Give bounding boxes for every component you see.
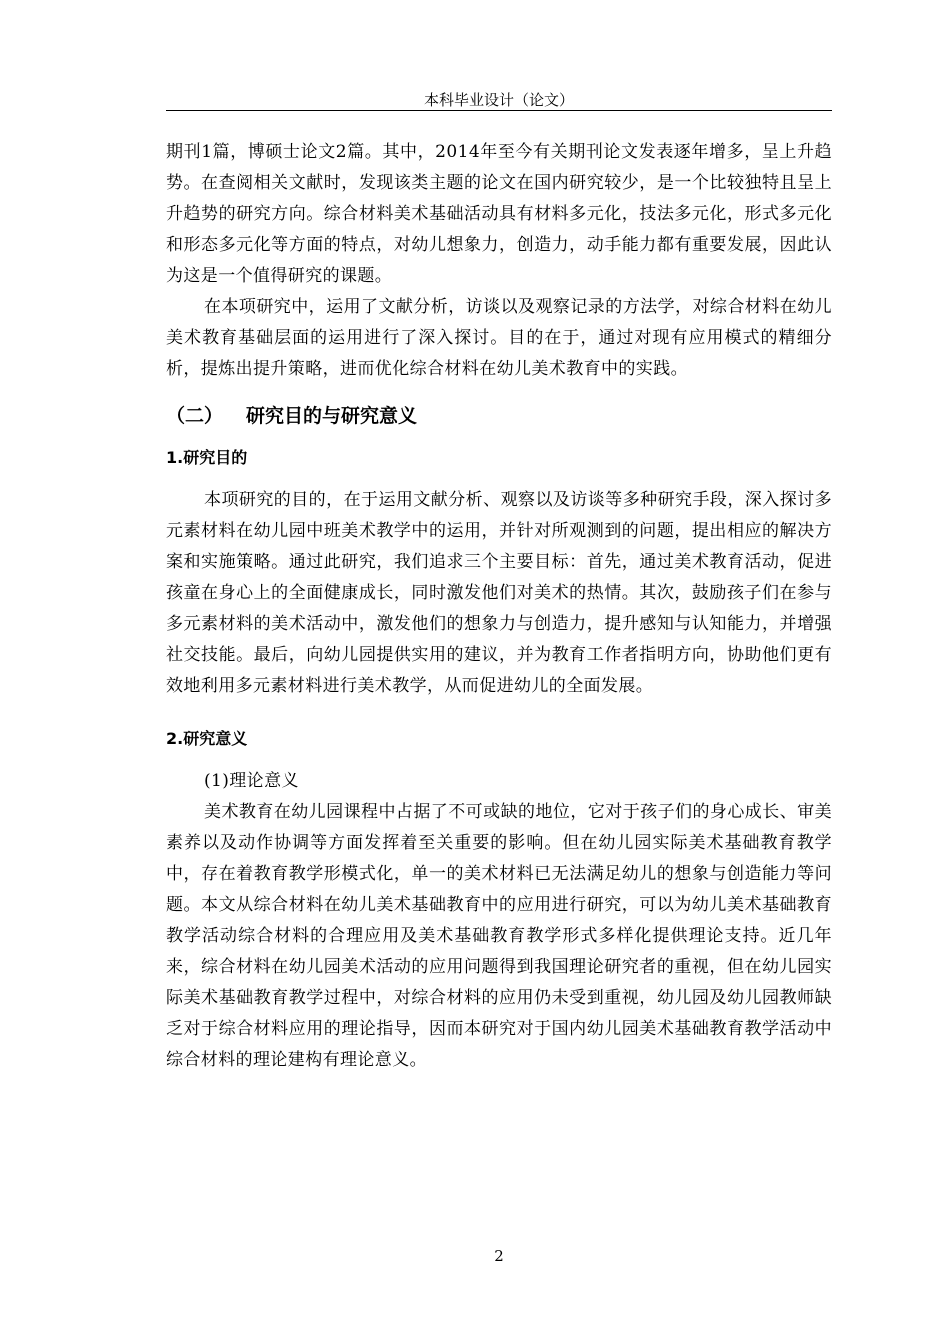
section-title: 研究目的与研究意义 bbox=[246, 405, 418, 427]
paragraph-literature-continued: 期刊1篇，博硕士论文2篇。其中，2014年至今有关期刊论文发表逐年增多，呈上升趋势。在查阅相关文献时，发现该类主题的论文在国内研究较少，是一个比较独特且呈上升趋势的研究方向。综合材料美术基础活动具有材料多元化，技法多元化，形式多元化和形态多元化等方面的特点，对幼儿想象力，创造力，动手能力都有重要发展，因此认为这是一个值得研究的课题。 bbox=[166, 142, 832, 286]
paragraph-research-purpose: 本项研究的目的，在于运用文献分析、观察以及访谈等多种研究手段，深入探讨多元素材料在幼儿园中班美术教学中的运用，并针对所观测到的问题，提出相应的解决方案和实施策略。通过此研究，我们追求三个主要目标：首先，通过美术教育活动，促进孩童在身心上的全面健康成长，同时激发他们对美术的热情。其次，鼓励孩子们在参与多元素材料的美术活动中，激发他们的想象力与创造力，提升感知与认知能力，并增强社交技能。最后，向幼儿园提供实用的建议，并为教育工作者指明方向，协助他们更有效地利用多元素材料进行美术教学，从而促进幼儿的全面发展。 bbox=[166, 490, 832, 696]
spacer bbox=[166, 754, 832, 766]
sub-item-theoretical-significance: (1)理论意义 bbox=[204, 771, 299, 791]
paragraph-research-methods: 在本项研究中，运用了文献分析，访谈以及观察记录的方法学，对综合材料在幼儿美术教育基础层面的运用进行了深入探讨。目的在于，通过对现有应用模式的精细分析，提炼出提升策略，进而优化综合材料在幼儿美术教育中的实践。 bbox=[166, 297, 832, 379]
page-number: 2 bbox=[494, 1247, 504, 1265]
spacer bbox=[166, 702, 832, 714]
subsection-heading-significance: 2.研究意义 bbox=[166, 729, 248, 748]
running-header: 本科毕业设计（论文） bbox=[423, 91, 574, 109]
subsection-heading-purpose: 1.研究目的 bbox=[166, 448, 248, 467]
paragraph-theoretical-significance: 美术教育在幼儿园课程中占据了不可或缺的地位，它对于孩子们的身心成长、审美素养以及动作协调等方面发挥着至关重要的影响。但在幼儿园实际美术基础教育教学中，存在着教育教学形模式化，单一的美术材料已无法满足幼儿的想象与创造能力等问题。本文从综合材料在幼儿美术基础教育中的应用进行研究，可以为幼儿美术基础教育教学活动综合材料的合理应用及美术基础教育教学形式多样化提供理论支持。近几年来，综合材料在幼儿园美术活动的应用问题得到我国理论研究者的重视，但在幼儿园实际美术基础教育教学过程中，对综合材料的应用仍未受到重视，幼儿园及幼儿园教师缺乏对于综合材料应用的理论指导，因而本研究对于国内幼儿园美术基础教育教学活动中综合材料的理论建构有理论意义。 bbox=[166, 802, 832, 1070]
section-number: （二） bbox=[166, 405, 224, 427]
page-body bbox=[166, 137, 832, 1076]
section-heading bbox=[166, 399, 832, 433]
header-rule bbox=[166, 110, 832, 111]
spacer bbox=[166, 473, 832, 485]
